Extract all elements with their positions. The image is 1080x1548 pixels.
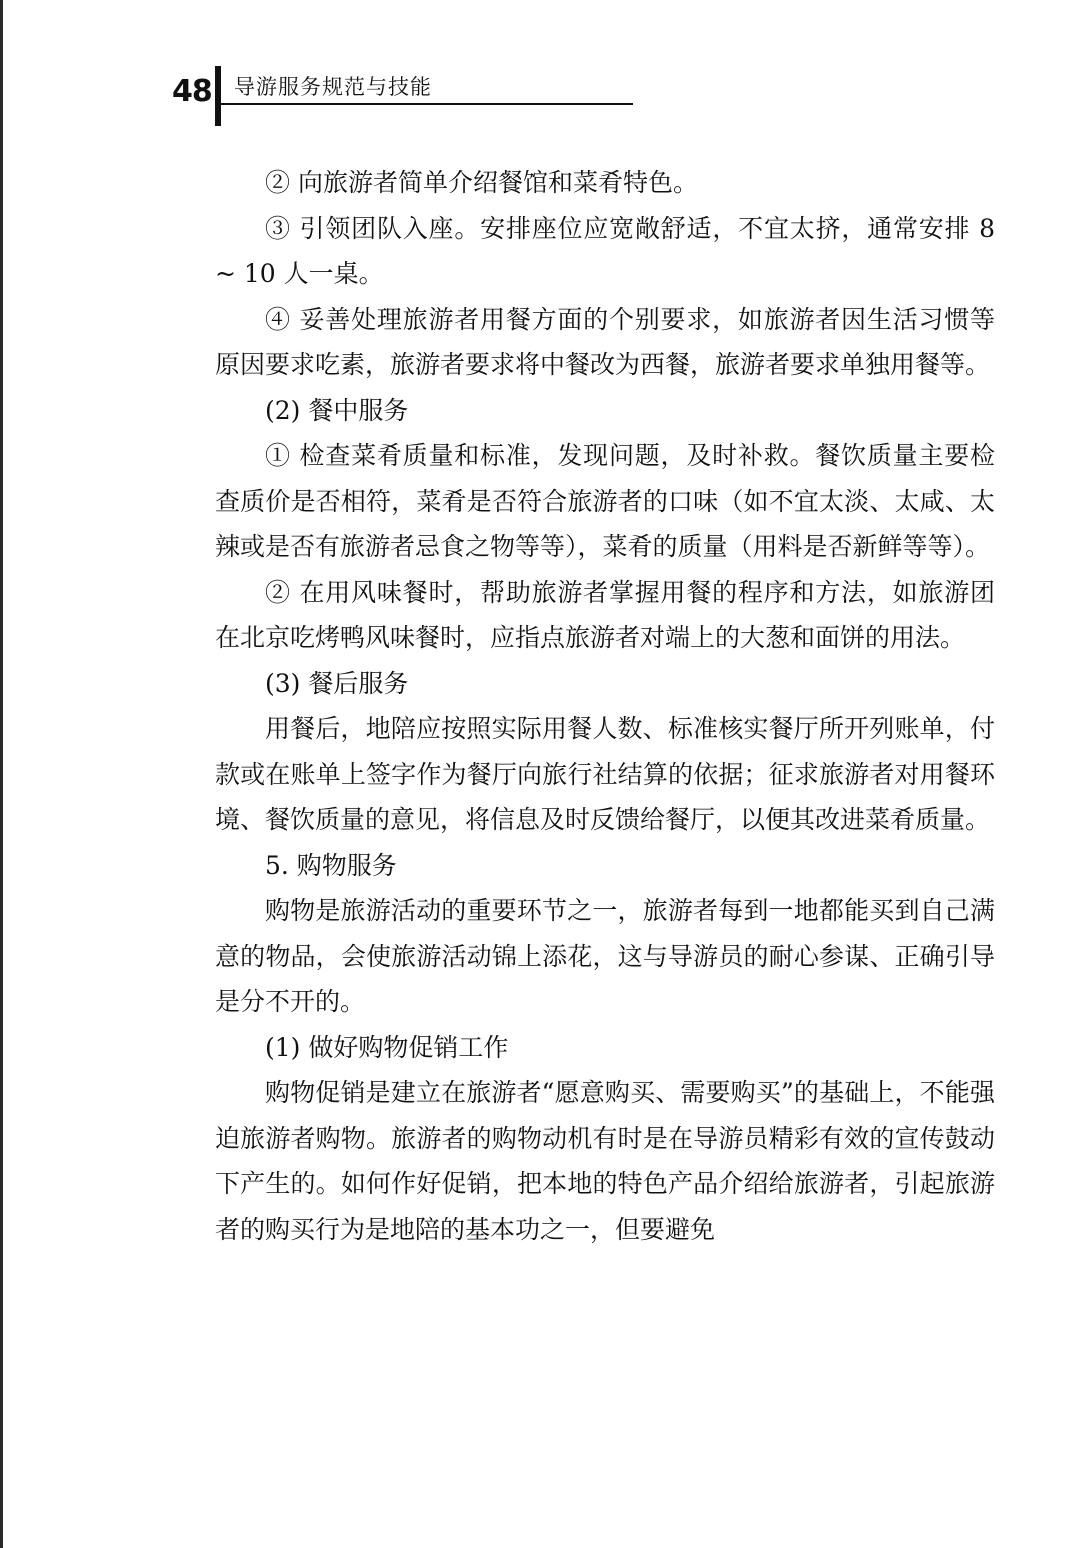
paragraph-item-1-check-quality: ① 检查菜肴质量和标准，发现问题，及时补救。餐饮质量主要检查质价是否相符，菜肴是否符合旅游者的口味（如不宜太淡、太咸、太辣或是否有旅游者忌食之物等等），菜肴的质量（用料是否新鲜等等）。	[215, 441, 995, 561]
header-rule	[221, 103, 633, 105]
paragraph-item-4-special-requests: ④ 妥善处理旅游者用餐方面的个别要求，如旅游者因生活习惯等原因要求吃素，旅游者要求将中餐改为西餐，旅游者要求单独用餐等。	[215, 304, 995, 379]
paragraph-item-2-flavor-meal: ② 在用风味餐时，帮助旅游者掌握用餐的程序和方法，如旅游团在北京吃烤鸭风味餐时，应指点旅游者对端上的大葱和面饼的用法。	[215, 577, 995, 652]
subheading-promotion: (1) 做好购物促销工作	[265, 1032, 509, 1062]
paragraph-promotion: 购物促销是建立在旅游者“愿意购买、需要购买”的基础上，不能强迫旅游者购物。旅游者的购物动机有时是在导游员精彩有效的宣传鼓动下产生的。如何作好促销，把本地的特色产品介绍给旅游者，引起旅游者的购买行为是地陪的基本功之一，但要避免	[215, 1078, 995, 1244]
section-heading-shopping: 5. 购物服务	[265, 850, 397, 880]
paragraph-item-2-intro: ② 向旅游者简单介绍餐馆和菜肴特色。	[265, 168, 698, 197]
body-text	[215, 160, 995, 1252]
running-title: 导游服务规范与技能	[234, 75, 432, 99]
paragraph-after-meal: 用餐后，地陪应按照实际用餐人数、标准核实餐厅所开列账单，付款或在账单上签字作为餐厅向旅行社结算的依据；征求旅游者对用餐环境、餐饮质量的意见，将信息及时反馈给餐厅，以便其改进菜肴质量。	[215, 714, 995, 834]
header-divider-bar	[215, 66, 221, 126]
paragraph-item-3-seating: ③ 引领团队入座。安排座位应宽敞舒适，不宜太挤，通常安排 8 ~ 10 人一桌。	[215, 213, 995, 288]
page-header	[0, 0, 1080, 130]
paragraph-shopping-intro: 购物是旅游活动的重要环节之一，旅游者每到一地都能买到自己满意的物品，会使旅游活动锦上添花，这与导游员的耐心参谋、正确引导是分不开的。	[215, 896, 995, 1016]
subheading-during-meal: (2) 餐中服务	[265, 395, 409, 425]
page-number: 48	[172, 74, 212, 109]
subheading-after-meal: (3) 餐后服务	[265, 668, 409, 698]
page-left-edge	[0, 0, 3, 1548]
